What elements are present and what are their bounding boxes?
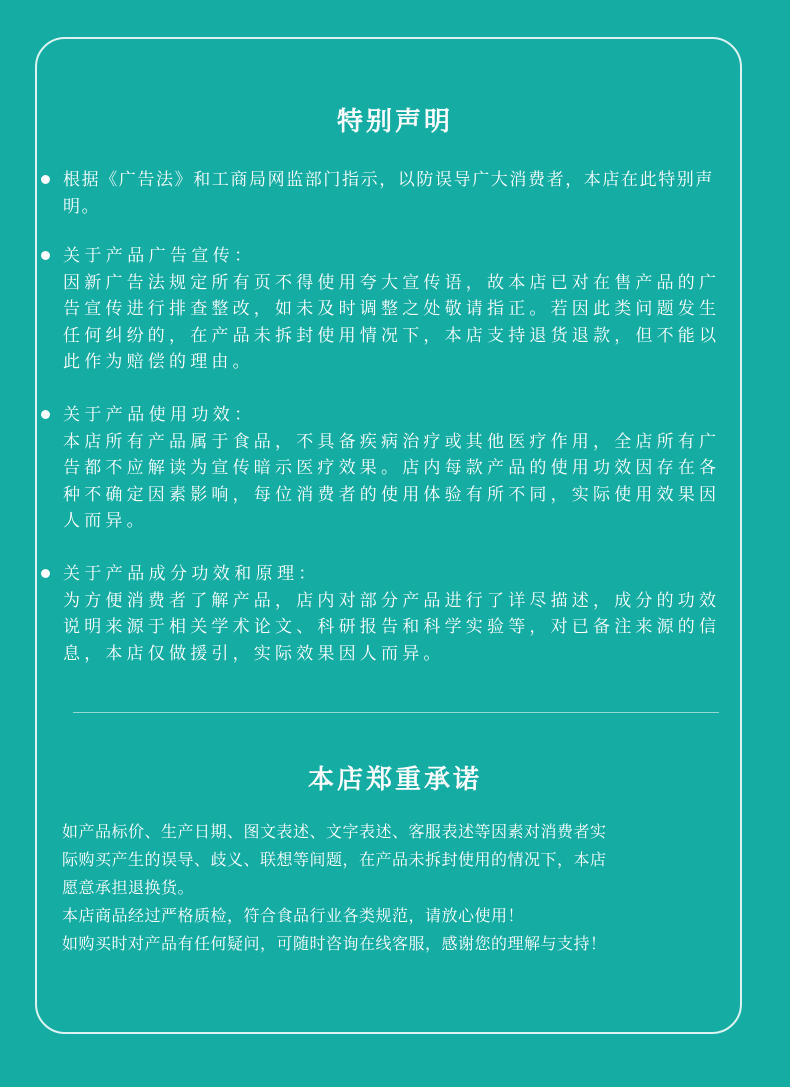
bullet-dot-icon — [41, 175, 50, 184]
promise-line: 际购买产生的误导、歧义、联想等间题，在产品未拆封使用的情况下，本店 — [62, 850, 607, 869]
section-efficacy-body: 本店所有产品属于食品，不具备疾病治疗或其他医疗作用，全店所有广告都不应解读为宣传暗示医疗效果。店内每款产品的使用功效因存在各种不确定因素影响，每位消费者的使用体验有所不同，实际使用效果因人而异。 — [63, 431, 721, 531]
section-ingredients-heading: 关于产品成分功效和原理： — [63, 564, 320, 584]
section-advertising — [41, 243, 731, 376]
promise-line: 本店商品经过严格质检，符合食品行业各类规范，请放心使用！ — [62, 906, 525, 925]
section-advertising-heading: 关于产品广告宣传： — [63, 246, 256, 266]
section-ingredients — [41, 561, 731, 667]
statement-intro — [41, 167, 731, 220]
section-efficacy-heading: 关于产品使用功效： — [63, 405, 256, 425]
statement-intro-text: 根据《广告法》和工商局网监部门指示，以防误导广大消费者，本店在此特别声明。 — [63, 170, 714, 217]
section-advertising-body: 因新广告法规定所有页不得使用夸大宣传语，故本店已对在售产品的广告宣传进行排查整改，如未及时调整之处敬请指正。若因此类问题发生任何纠纷的，在产品未拆封使用情况下，本店支持退货退款，但不能以此作为赔偿的理由。 — [63, 272, 721, 372]
section-ingredients-body: 为方便消费者了解产品，店内对部分产品进行了详尽描述，成分的功效说明来源于相关学术论文、科研报告和科学实验等，对已备注来源的信息，本店仅做援引，实际效果因人而异。 — [63, 590, 721, 664]
bullet-dot-icon — [41, 569, 50, 578]
promise-line: 如产品标价、生产日期、图文表述、文字表述、客服表述等因素对消费者实 — [62, 822, 607, 841]
bullet-dot-icon — [41, 410, 50, 419]
promise-line: 愿意承担退换货。 — [62, 878, 195, 897]
section-efficacy — [41, 402, 731, 535]
section-divider — [73, 712, 719, 713]
promise-line: 如购买时对产品有任何疑问，可随时咨询在线客服，感谢您的理解与支持！ — [62, 934, 607, 953]
special-statement-title: 特别声明 — [336, 107, 453, 137]
store-promise-text — [62, 818, 727, 958]
bullet-dot-icon — [41, 251, 50, 260]
store-promise-title: 本店郑重承诺 — [307, 765, 482, 795]
